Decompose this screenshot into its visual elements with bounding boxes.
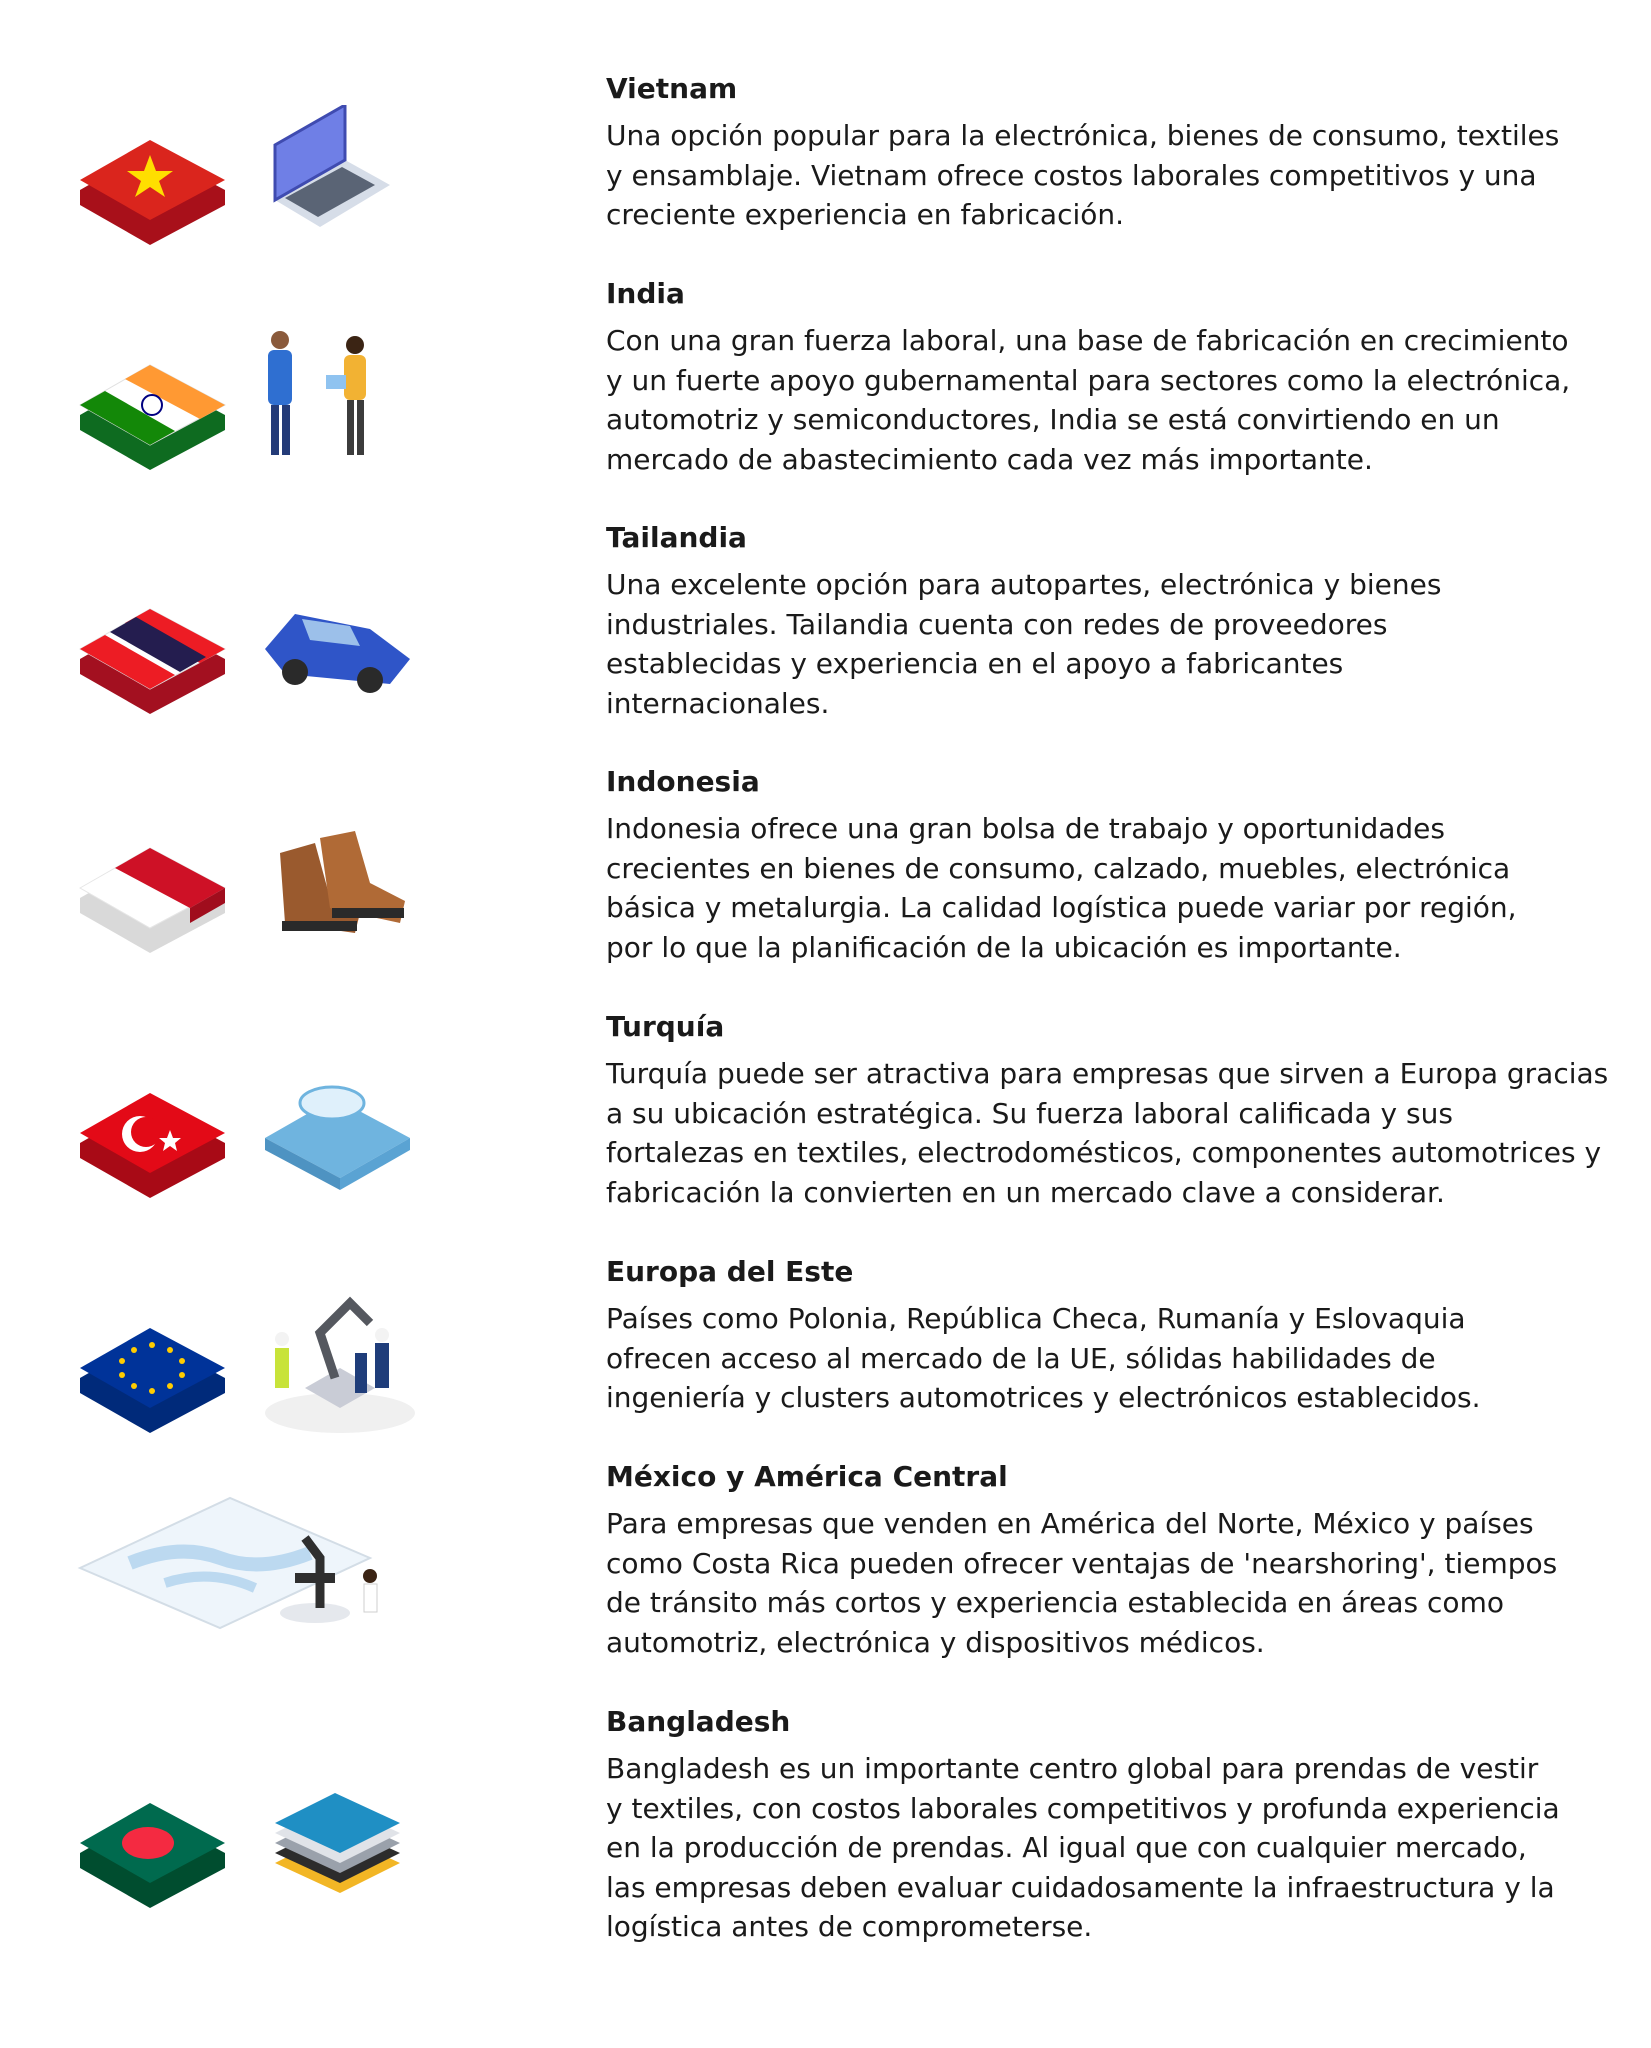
- entry-line: Indonesia ofrece una gran bolsa de trabajo y oportunidades: [606, 812, 1445, 845]
- entry-line: ingeniería y clusters automotrices y electrónicos establecidos.: [606, 1381, 1481, 1414]
- entry-line: automotriz, electrónica y dispositivos médicos.: [606, 1625, 1265, 1659]
- eu-flag: [80, 1328, 225, 1433]
- entry-title: India: [606, 277, 685, 310]
- robot-arm-workers-icon: [265, 1303, 415, 1433]
- entry-text: [606, 1008, 1609, 1212]
- entry-line: Una opción popular para la electrónica, bienes de consumo, textiles: [606, 119, 1560, 152]
- entry-text: [606, 1253, 1606, 1418]
- thailand-flag: [80, 609, 225, 714]
- entry-text: [606, 70, 1606, 235]
- entry-text: [606, 763, 1606, 967]
- entry-line: Para empresas que venden en América del Norte, México y países: [606, 1507, 1534, 1540]
- entry-icons: [70, 813, 430, 973]
- entry-line: Con una gran fuerza laboral, una base de fabricación en crecimiento: [606, 324, 1569, 357]
- entry-line: y un fuerte apoyo gubernamental para sectores como la electrónica,: [606, 363, 1571, 397]
- entry-line: Países como Polonia, República Checa, Rumanía y Eslovaquia: [606, 1302, 1466, 1335]
- entry-line: y ensamblaje. Vietnam ofrece costos laborales competitivos y una: [606, 158, 1537, 192]
- entry-icons: [70, 1293, 430, 1453]
- entry-line: fortalezas en textiles, electrodomésticos, componentes automotrices y: [606, 1136, 1602, 1169]
- entry-line: creciente experiencia en fabricación.: [606, 198, 1125, 231]
- entry-title: Tailandia: [606, 521, 747, 554]
- entry-text: [606, 275, 1606, 479]
- entry-line: por lo que la planificación de la ubicación es importante.: [606, 930, 1402, 964]
- entry-line: automotriz y semiconductores, India se está convirtiendo en un: [606, 403, 1500, 436]
- entry-icons: [70, 105, 430, 265]
- entry-line: básica y metalurgia. La calidad logística puede variar por región,: [606, 891, 1517, 924]
- entry-text: [606, 519, 1606, 723]
- entry-text: [606, 1458, 1606, 1662]
- india-flag: [80, 365, 225, 470]
- entry-icons: [70, 1058, 430, 1218]
- entry-title: Bangladesh: [606, 1705, 791, 1738]
- indonesia-flag: [80, 848, 225, 953]
- laptop-icon: [275, 105, 390, 227]
- entry-line: como Costa Rica pueden ofrecer ventajas de 'nearshoring', tiempos: [606, 1546, 1558, 1580]
- entry-line: industriales. Tailandia cuenta con redes de proveedores: [606, 607, 1388, 641]
- turkey-flag: [80, 1093, 225, 1198]
- entry-title: Turquía: [606, 1010, 725, 1043]
- entry-title: Europa del Este: [606, 1255, 854, 1288]
- folded-clothes-icon: [275, 1793, 400, 1893]
- entry-line: las empresas deben evaluar cuidadosamente la infraestructura y la: [606, 1870, 1555, 1904]
- entry-line: a su ubicación estratégica. Su fuerza laboral calificada y sus: [606, 1096, 1453, 1130]
- entry-icons: [70, 574, 430, 734]
- entry-icons: [70, 1768, 430, 1928]
- entry-line: Bangladesh es un importante centro global para prendas de vestir: [606, 1752, 1539, 1785]
- entry-title: México y América Central: [606, 1460, 1008, 1493]
- entry-line: fabricación la convierten en un mercado clave a considerar.: [606, 1175, 1445, 1209]
- entry-line: logística antes de comprometerse.: [606, 1910, 1093, 1943]
- entry-line: en la producción de prendas. Al igual que con cualquier mercado,: [606, 1831, 1527, 1864]
- entry-line: ofrecen acceso al mercado de la UE, sólidas habilidades de: [606, 1341, 1436, 1375]
- entry-line: establecidas y experiencia en el apoyo a fabricantes: [606, 647, 1344, 680]
- entry-line: mercado de abastecimiento cada vez más importante.: [606, 442, 1373, 476]
- entry-icons: [70, 1488, 430, 1648]
- vietnam-flag: [80, 140, 225, 245]
- entry-title: Indonesia: [606, 765, 760, 798]
- entry-line: de tránsito más cortos y experiencia establecida en áreas como: [606, 1586, 1504, 1619]
- business-people-icon: [268, 331, 366, 455]
- entry-line: Turquía puede ser atractiva para empresas que sirven a Europa gracias: [606, 1057, 1609, 1090]
- shirt-icon: [265, 1087, 410, 1190]
- entry-icons: [70, 330, 430, 490]
- entry-line: internacionales.: [606, 686, 830, 720]
- entry-line: y textiles, con costos laborales competitivos y profunda experiencia: [606, 1791, 1560, 1825]
- entry-line: Una excelente opción para autopartes, electrónica y bienes: [606, 568, 1442, 601]
- car-icon: [265, 614, 410, 693]
- boots-icon: [280, 831, 405, 933]
- entry-line: crecientes en bienes de consumo, calzado, muebles, electrónica: [606, 851, 1511, 885]
- entry-title: Vietnam: [606, 72, 738, 105]
- entry-text: [606, 1703, 1606, 1947]
- bangladesh-flag: [80, 1803, 225, 1908]
